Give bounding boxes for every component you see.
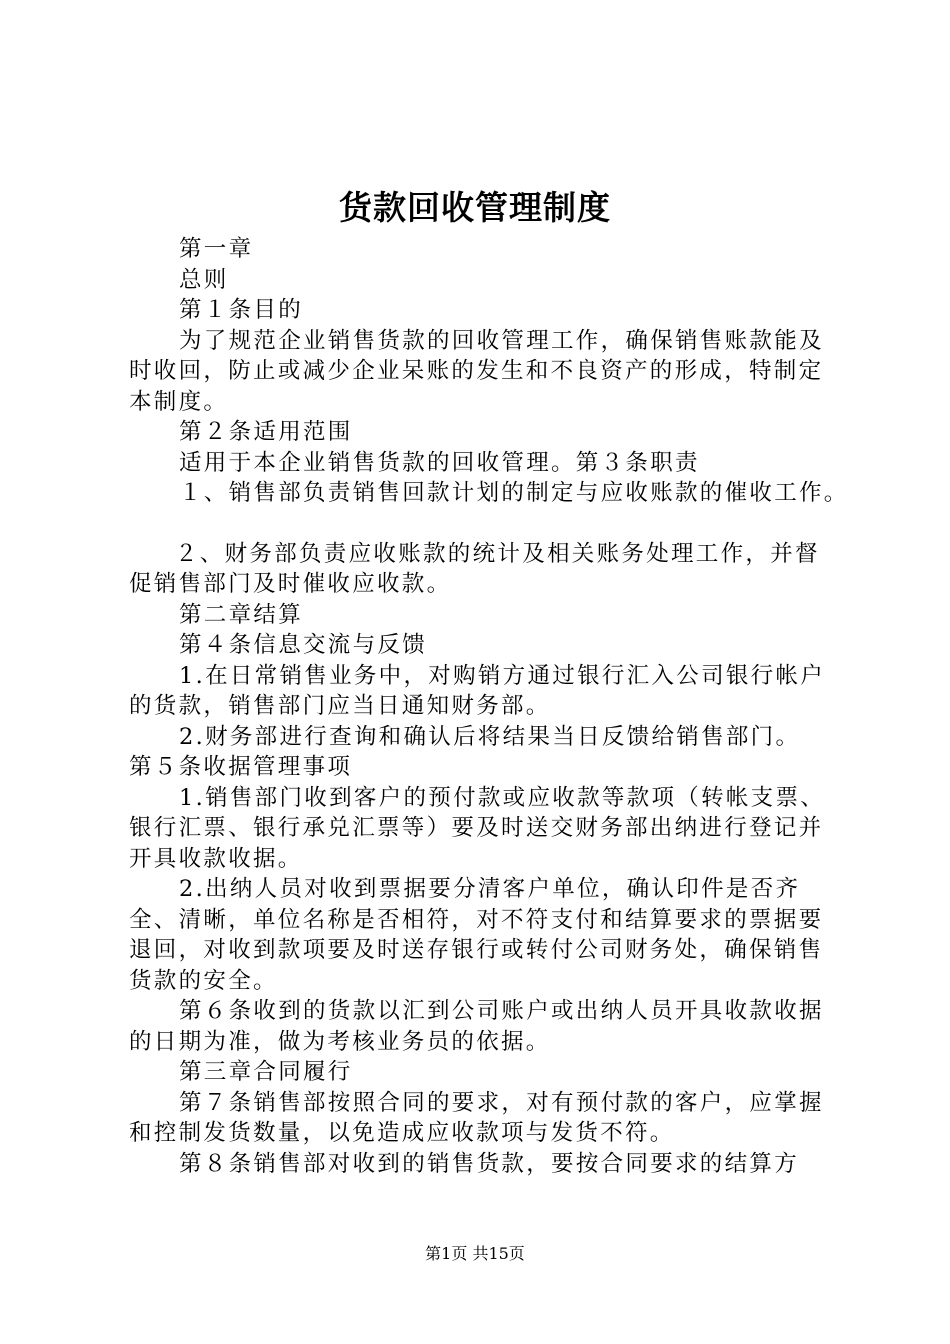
article-1-body: 为了规范企业销售货款的回收管理工作，确保销售账款能及时收回，防止或减少企业呆账的发生和不良资产的形成，特制定本制度。 — [129, 327, 824, 415]
article-2-body: 适用于本企业销售货款的回收管理。第３条职责 — [179, 449, 700, 476]
article-4-item-2: 2.财务部进行查询和确认后将结果当日反馈给销售部门。 — [179, 723, 801, 750]
chapter-3-heading: 第三章合同履行 — [179, 1059, 353, 1085]
article-5-item-1: 1.销售部门收到客户的预付款或应收款等款项（转帐支票、银行汇票、银行承兑汇票等）要及时送交财务部出纳进行登记并开具收款收据。 — [129, 784, 826, 872]
article-6-body: 第６条收到的货款以汇到公司账户或出纳人员开具收款收据的日期为准，做为考核业务员的依据。 — [129, 998, 824, 1055]
chapter-1-heading: 第一章 — [179, 236, 254, 262]
article-4-item-1: 1.在日常销售业务中，对购销方通过银行汇入公司银行帐户的货款，销售部门应当日通知财务部。 — [129, 662, 826, 719]
document-body — [129, 234, 849, 1179]
article-5-heading: 第５条收据管理事项 — [129, 754, 353, 780]
page-footer: 第1页 共15页 — [425, 1244, 525, 1263]
article-5-item-2: 2.出纳人员对收到票据要分清客户单位，确认印件是否齐全、清晰，单位名称是否相符，对不符支付和结算要求的票据要退回，对收到款项要及时送存银行或转付公司财务处，确保销售货款的安全。 — [129, 876, 824, 994]
chapter-2-heading: 第二章结算 — [179, 601, 304, 628]
article-2-heading: 第２条适用范围 — [179, 419, 353, 445]
chapter-1-title: 总则 — [179, 266, 229, 293]
article-1-heading: 第１条目的 — [179, 297, 304, 323]
article-3-item-2: ２、财务部负责应收账款的统计及相关账务处理工作，并督促销售部门及时催收应收款。 — [129, 540, 820, 597]
article-3-item-1: １、销售部负责销售回款计划的制定与应收账款的催收工作。 — [179, 480, 849, 506]
article-8-body: 第８条销售部对收到的销售货款，要按合同要求的结算方 — [179, 1150, 800, 1177]
article-4-heading: 第４条信息交流与反馈 — [179, 632, 428, 658]
article-7-body: 第７条销售部按照合同的要求，对有预付款的客户，应掌握和控制发货数量，以免造成应收款项与发货不符。 — [129, 1089, 824, 1146]
document-title: 货款回收管理制度 — [339, 188, 611, 227]
